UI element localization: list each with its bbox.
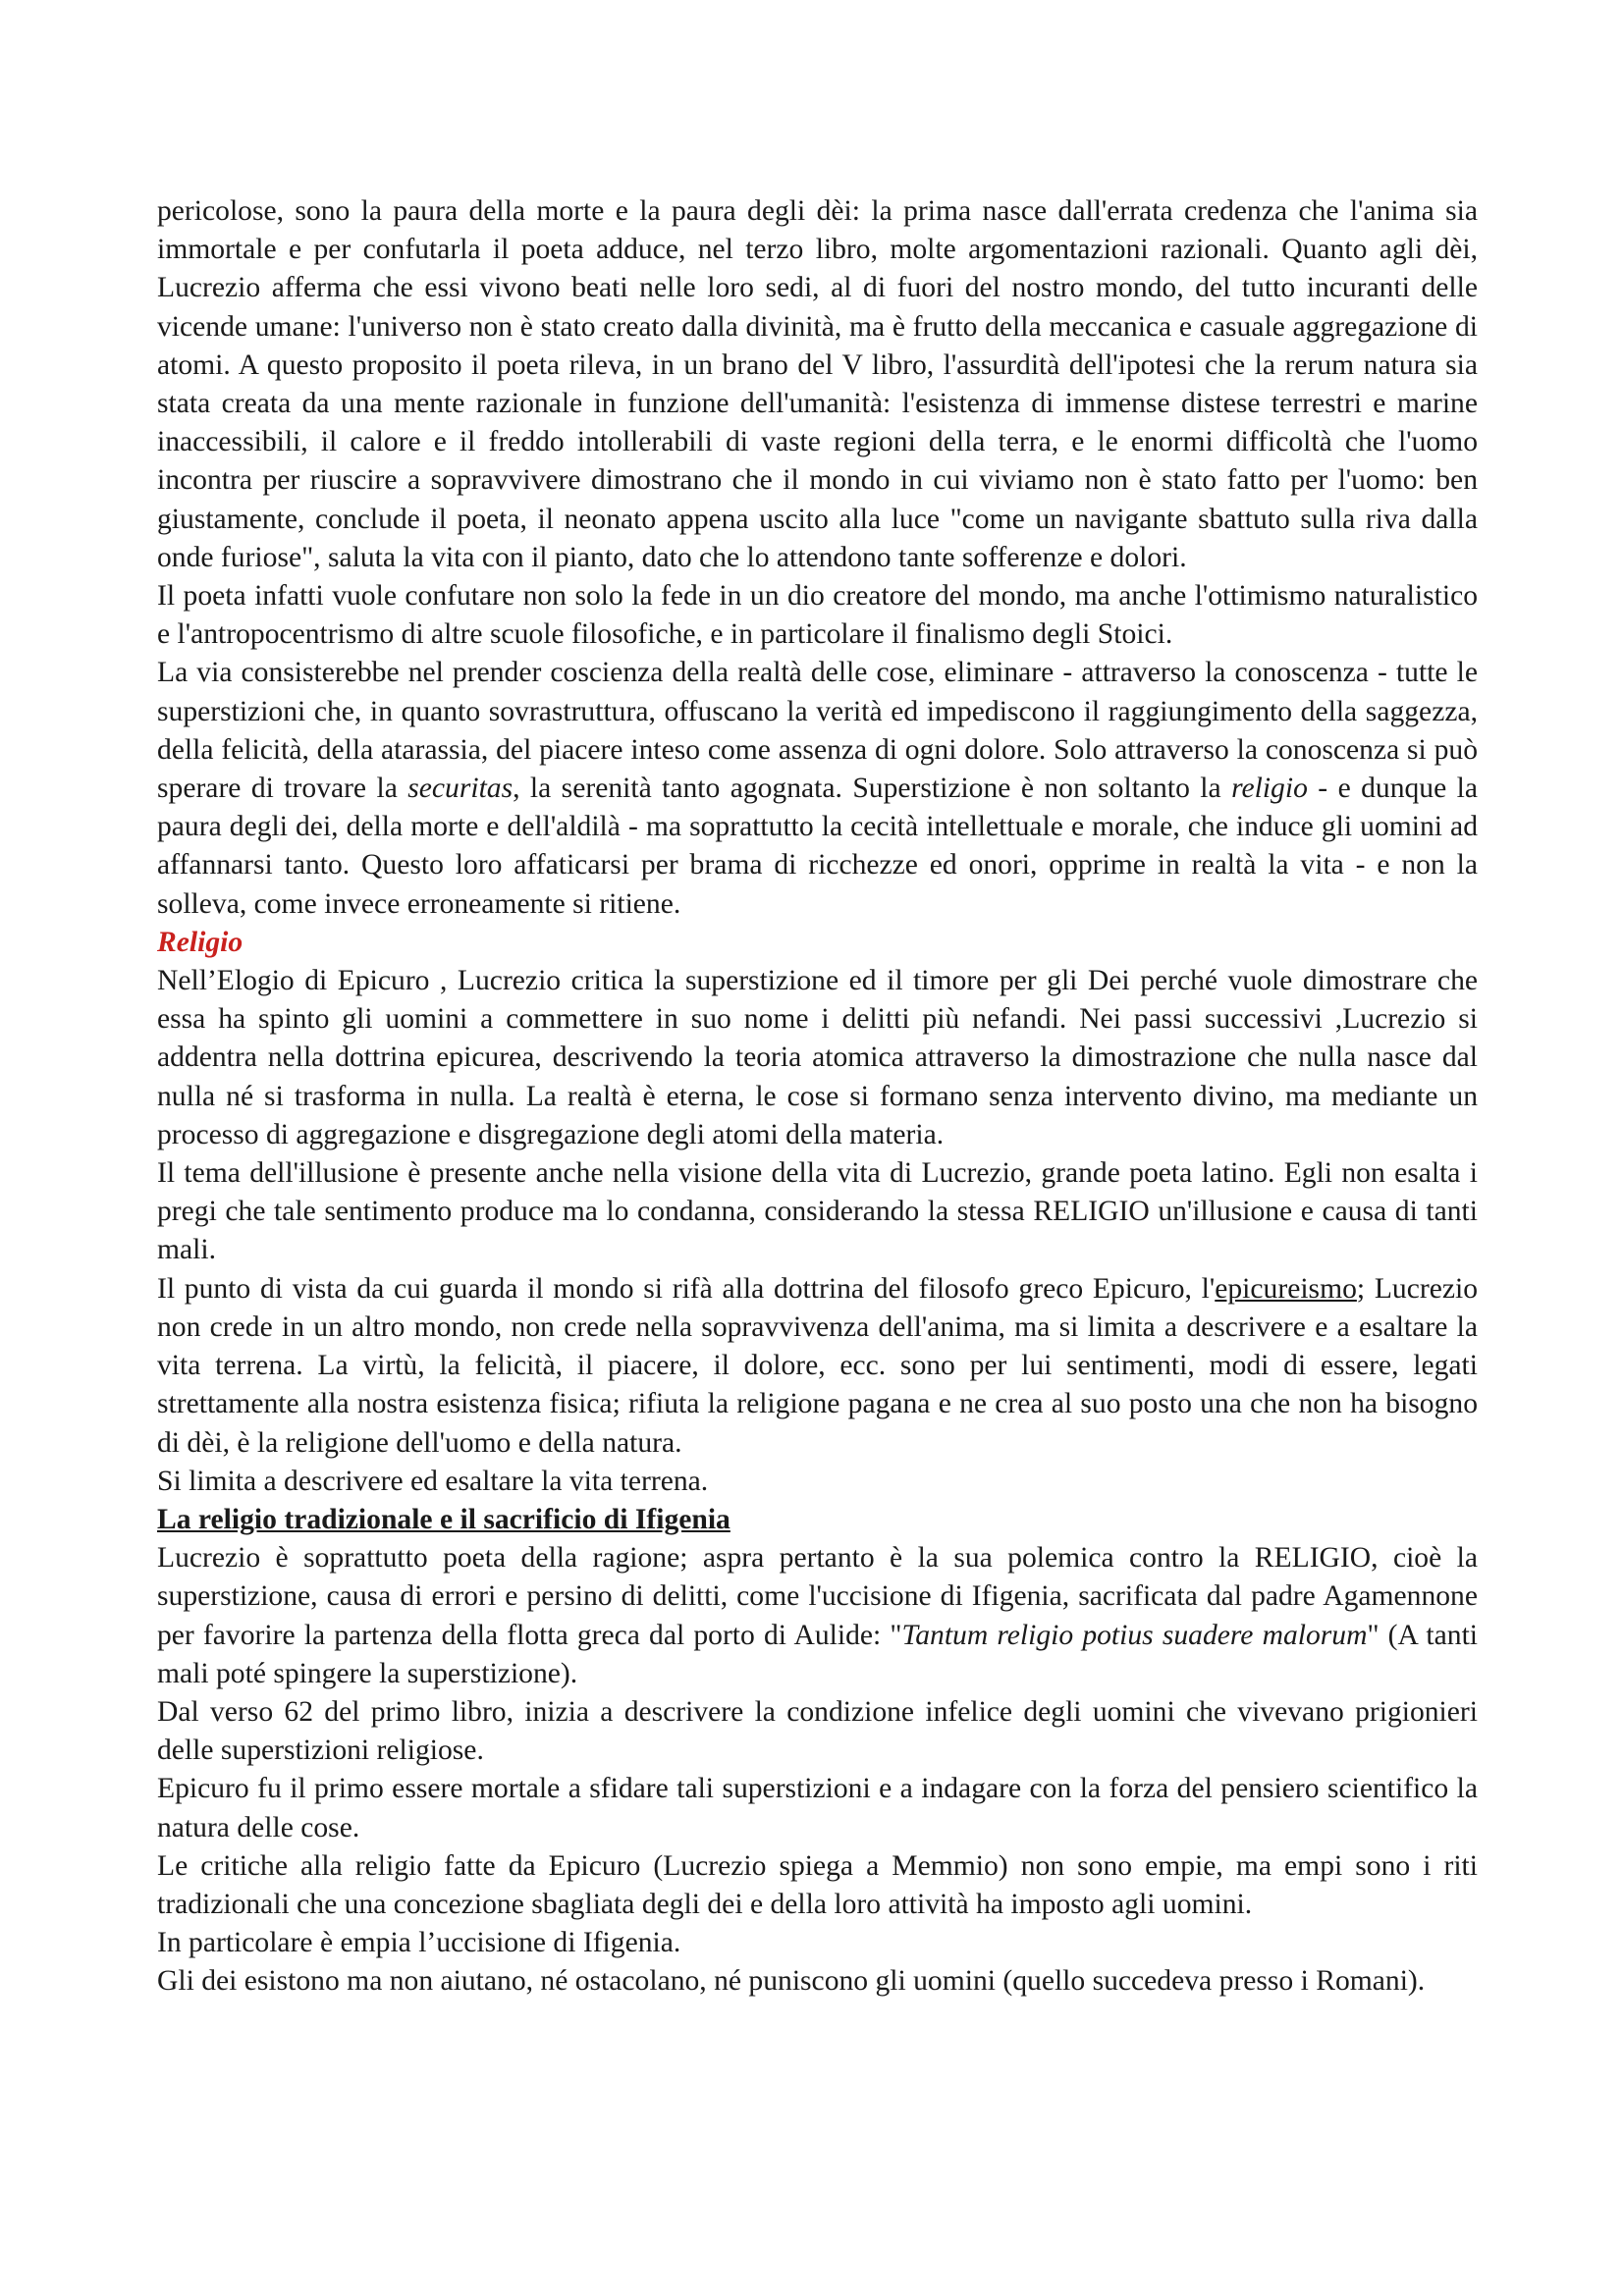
document-body <box>157 192 1478 2002</box>
paragraph <box>157 1539 1478 1693</box>
italic-term: securitas <box>407 773 514 805</box>
paragraph: Dal verso 62 del primo libro, inizia a descrivere la condizione infelice degli uomini che vivevano prigionieri delle superstizioni religiose. <box>157 1695 1478 1767</box>
paragraph: Nell’Elogio di Epicuro , Lucrezio critica la superstizione ed il timore per gli Dei perché vuole dimostrare che essa ha spinto gli uomini a commettere in suo nome i delitti più nefandi. Nei passi successivi ,Lucrezio si addentra nella dottrina epicurea, descrivendo la teoria atomica attraverso la dimostrazione che nulla nasce dal nulla né si trasforma in nulla. La realtà è eterna, le cose si formano senza intervento divino, ma mediante un processo di aggregazione e disgregazione degli atomi della materia. <box>157 965 1478 1150</box>
section-heading-religio: Religio <box>157 926 243 958</box>
section-heading-ifigenia: La religio tradizionale e il sacrificio di Ifigenia <box>157 1503 730 1535</box>
paragraph: Il poeta infatti vuole confutare non solo la fede in un dio creatore del mondo, ma anche l'ottimismo naturalistico e l'antropocentrismo di altre scuole filosofiche, e in particolare il finalismo degli Stoici. <box>157 580 1478 651</box>
epicureismo-link[interactable]: epicureismo <box>1215 1272 1357 1305</box>
paragraph <box>157 654 1478 923</box>
paragraph: Il tema dell'illusione è presente anche nella visione della vita di Lucrezio, grande poeta latino. Egli non esalta i pregi che tale sentimento produce ma lo condanna, considerando la stessa RELIGIO un'illusione e causa di tanti mali. <box>157 1157 1478 1266</box>
text-run: Il punto di vista da cui guarda il mondo si rifà alla dottrina del filosofo greco Epicuro, l' <box>157 1272 1216 1305</box>
text-run: " (A tanti mali poté spingere la superstizione). <box>157 1619 1479 1689</box>
text-run: ; Lucrezio non crede in un altro mondo, non crede nella sopravvivenza dell'anima, ma si limita a descrivere e a esaltare la vita terrena. La virtù, la felicità, il piacere, il dolore, ecc. sono per lui sentimenti, modi di essere, legati strettamente alla nostra esistenza fisica; rifiuta la religione pagana e ne crea al suo posto una che non ha bisogno di dèi, è la religione dell'uomo e della natura. <box>157 1272 1478 1459</box>
text-run: La via consisterebbe nel prender coscienza della realtà delle cose, eliminare - attraverso la conoscenza - tutte le superstizioni che, in quanto sovrastruttura, offuscano la verità ed impediscono il raggiungimento della saggezza, della felicità, della atarassia, del piacere inteso come assenza di ogni dolore. Solo attraverso la conoscenza si può sperare di trovare la <box>157 657 1478 805</box>
paragraph: Epicuro fu il primo essere mortale a sfidare tali superstizioni e a indagare con la forza del pensiero scientifico la natura delle cose. <box>157 1773 1478 1843</box>
latin-quote: Tantum religio potius suadere malorum <box>901 1619 1368 1651</box>
text-run: - e dunque la paura degli dei, della morte e dell'aldilà - ma soprattutto la cecità intellettuale e morale, che induce gli uomini ad affannarsi tanto. Questo loro affaticarsi per brama di ricchezze ed onori, opprime in realtà la vita - e non la solleva, come invece erroneamente si ritiene. <box>157 773 1478 920</box>
paragraph: In particolare è empia l’uccisione di Ifigenia. <box>157 1927 681 1959</box>
text-run: Lucrezio è soprattutto poeta della ragione; aspra pertanto è la sua polemica contro la RELIGIO, cioè la superstizione, causa di errori e persino di delitti, come l'uccisione di Ifigenia, sacrificata dal padre Agamennone per favorire la partenza della flotta greca dal porto di Aulide: " <box>157 1542 1478 1651</box>
paragraph: Le critiche alla religio fatte da Epicuro (Lucrezio spiega a Memmio) non sono empie, ma empi sono i riti tradizionali che una concezione sbagliata degli dei e della loro attività ha imposto agli uomini. <box>157 1849 1478 1920</box>
text-run: , la serenità tanto agognata. Superstizione è non soltanto la <box>513 773 1232 805</box>
italic-term: religio <box>1231 773 1308 805</box>
paragraph: pericolose, sono la paura della morte e la paura degli dèi: la prima nasce dall'errata credenza che l'anima sia immortale e per confutarla il poeta adduce, nel terzo libro, molte argomentazioni razionali. Quanto agli dèi, Lucrezio afferma che essi vivono beati nelle loro sedi, al di fuori del nostro mondo, del tutto incuranti delle vicende umane: l'universo non è stato creato dalla divinità, ma è frutto della meccanica e casuale aggregazione di atomi. A questo proposito il poeta rileva, in un brano del V libro, l'assurdità dell'ipotesi che la rerum natura sia stata creata da una mente razionale in funzione dell'umanità: l'esistenza di immense distese terrestri e marine inaccessibili, il calore e il freddo intollerabili di vaste regioni della terra, e le enormi difficoltà che l'uomo incontra per riuscire a sopravvivere dimostrano che il mondo in cui viviamo non è stato fatto per l'uomo: ben giustamente, conclude il poeta, il neonato appena uscito alla luce "come un navigante sbattuto sulla riva dalla onde furiose", saluta la vita con il pianto, dato che lo attendono tante sofferenze e dolori. <box>157 195 1478 573</box>
paragraph <box>157 1270 1478 1463</box>
paragraph: Gli dei esistono ma non aiutano, né ostacolano, né puniscono gli uomini (quello succedeva presso i Romani). <box>157 1965 1426 1998</box>
paragraph: Si limita a descrivere ed esaltare la vita terrena. <box>157 1465 709 1497</box>
